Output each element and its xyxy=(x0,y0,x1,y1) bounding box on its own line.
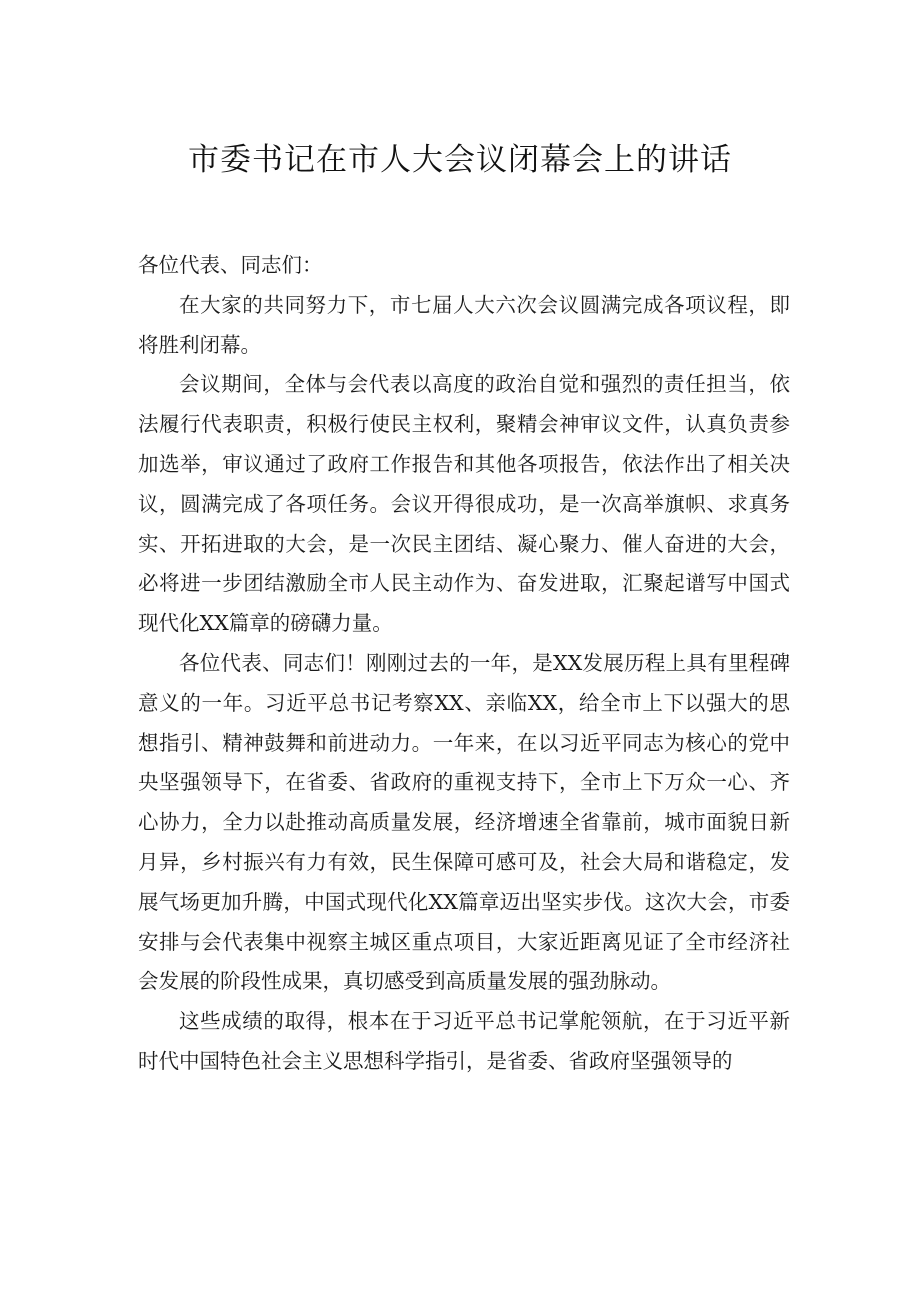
document-body xyxy=(138,246,790,1082)
paragraph-1: 在大家的共同努力下，市七届人大六次会议圆满完成各项议程，即将胜利闭幕。 xyxy=(138,292,790,357)
salutation: 各位代表、同志们： xyxy=(138,253,323,277)
paragraph-3: 各位代表、同志们！刚刚过去的一年，是XX发展历程上具有里程碑意义的一年。习近平总书记考察XX、亲临XX，给全市上下以强大的思想指引、精神鼓舞和前进动力。一年来，在以习近平同志为核心的党中央坚强领导下，在省委、省政府的重视支持下，全市上下万众一心、齐心协力，全力以赴推动高质量发展，经济增速全省靠前，城市面貌日新月异，乡村振兴有力有效，民生保障可感可及，社会大局和谐稳定，发展气场更加升腾，中国式现代化XX篇章迈出坚实步伐。这次大会，市委安排与会代表集中视察主城区重点项目，大家近距离见证了全市经济社会发展的阶段性成果，真切感受到高质量发展的强劲脉动。 xyxy=(138,650,790,994)
paragraph-2: 会议期间，全体与会代表以高度的政治自觉和强烈的责任担当，依法履行代表职责，积极行使民主权利，聚精会神审议文件，认真负责参加选举，审议通过了政府工作报告和其他各项报告，依法作出了相关决议，圆满完成了各项任务。会议开得很成功，是一次高举旗帜、求真务实、开拓进取的大会，是一次民主团结、凝心聚力、催人奋进的大会，必将进一步团结激励全市人民主动作为、奋发进取，汇聚起谱写中国式现代化XX篇章的磅礴力量。 xyxy=(138,372,790,636)
paragraph-4: 这些成绩的取得，根本在于习近平总书记掌舵领航，在于习近平新时代中国特色社会主义思想科学指引，是省委、省政府坚强领导的 xyxy=(138,1009,790,1073)
document-title: 市委书记在市人大会议闭幕会上的讲话 xyxy=(188,142,732,178)
